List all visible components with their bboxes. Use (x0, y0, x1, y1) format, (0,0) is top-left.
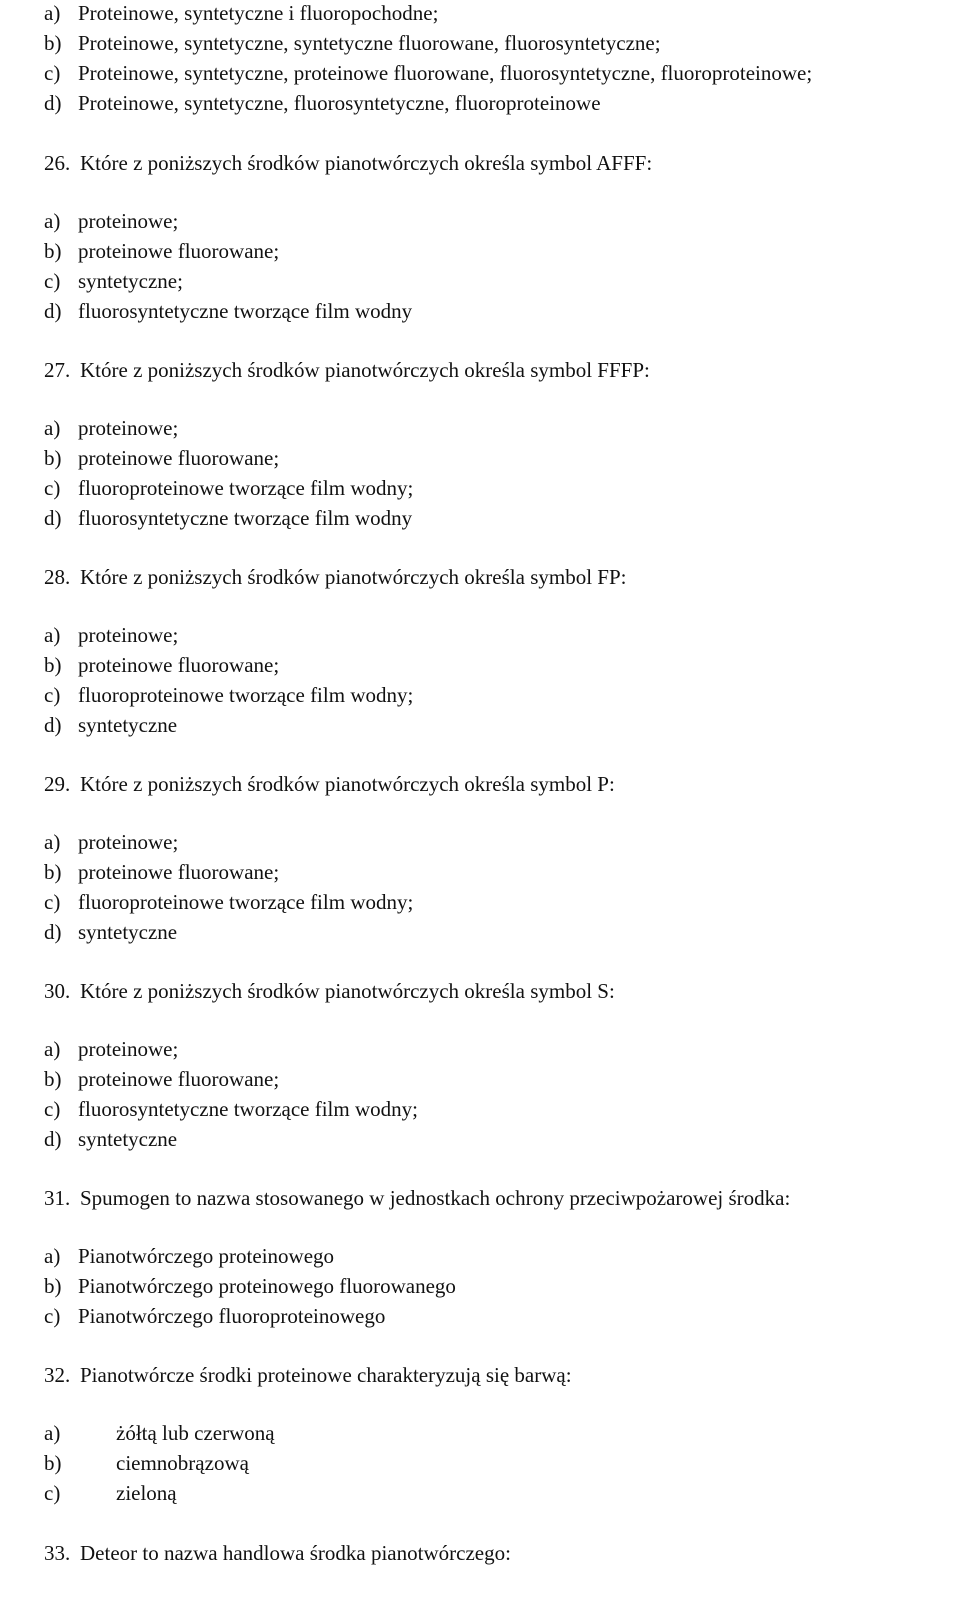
q29-option-c (44, 889, 413, 915)
q31-option-a (44, 1243, 334, 1269)
option-text: fluorosyntetyczne tworzące film wodny (78, 506, 413, 530)
question-text: Spumogen to nazwa stosowanego w jednostkach ochrony przeciwpożarowej środka: (80, 1186, 791, 1210)
option-text: Pianotwórczego proteinowego (78, 1244, 335, 1268)
q28-option-b (44, 652, 279, 678)
option-letter: d) (44, 713, 62, 737)
option-text: żółtą lub czerwoną (116, 1421, 275, 1445)
option-text: ciemnobrązową (116, 1451, 249, 1475)
option-text: Pianotwórczego proteinowego fluorowanego (78, 1274, 456, 1298)
question-text: Które z poniższych środków pianotwórczych określa symbol P: (80, 772, 615, 796)
option-letter: c) (44, 890, 61, 914)
top-option-c (44, 60, 812, 86)
q28-option-a (44, 622, 178, 648)
q32-option-b (44, 1450, 249, 1476)
q27-option-a (44, 415, 178, 441)
option-text: syntetyczne; (78, 269, 183, 293)
option-letter: a) (44, 209, 61, 233)
option-letter: a) (44, 1421, 61, 1445)
q26-option-d (44, 298, 412, 324)
option-letter: d) (44, 299, 62, 323)
q28-option-d (44, 712, 177, 738)
option-letter: a) (44, 1244, 61, 1268)
q26-option-a (44, 208, 178, 234)
q27-option-b (44, 445, 279, 471)
option-text: Proteinowe, syntetyczne i fluoropochodne; (78, 1, 439, 25)
option-letter: b) (44, 1274, 62, 1298)
option-text: proteinowe fluorowane; (78, 239, 280, 263)
question-number: 33. (44, 1541, 71, 1565)
option-letter: a) (44, 1037, 61, 1061)
option-text: syntetyczne (78, 713, 178, 737)
q32-option-c (44, 1480, 177, 1506)
question-33 (44, 1540, 511, 1566)
q27-option-c (44, 475, 413, 501)
top-option-b (44, 30, 661, 56)
q29-option-a (44, 829, 178, 855)
option-letter: b) (44, 31, 62, 55)
question-31 (44, 1185, 790, 1211)
option-letter: d) (44, 1127, 62, 1151)
option-letter: a) (44, 623, 61, 647)
q30-option-c (44, 1096, 418, 1122)
question-text: Które z poniższych środków pianotwórczych określa symbol S: (80, 979, 615, 1003)
question-30 (44, 978, 615, 1004)
option-letter: b) (44, 1067, 62, 1091)
option-text: fluoroproteinowe tworzące film wodny; (78, 476, 414, 500)
option-letter: b) (44, 653, 62, 677)
option-letter: b) (44, 239, 62, 263)
option-text: Proteinowe, syntetyczne, fluorosyntetyczne, fluoroproteinowe (78, 91, 601, 115)
option-letter: c) (44, 683, 61, 707)
option-text: Proteinowe, syntetyczne, syntetyczne fluorowane, fluorosyntetyczne; (78, 31, 661, 55)
option-text: proteinowe; (78, 416, 179, 440)
question-number: 32. (44, 1363, 71, 1387)
option-text: proteinowe; (78, 209, 179, 233)
question-text: Które z poniższych środków pianotwórczych określa symbol AFFF: (80, 151, 653, 175)
q30-option-d (44, 1126, 177, 1152)
question-number: 28. (44, 565, 71, 589)
option-text: Pianotwórczego fluoroproteinowego (78, 1304, 386, 1328)
option-text: fluorosyntetyczne tworzące film wodny; (78, 1097, 418, 1121)
option-letter: c) (44, 1304, 61, 1328)
option-text: proteinowe fluorowane; (78, 1067, 280, 1091)
option-text: syntetyczne (78, 1127, 178, 1151)
option-text: fluoroproteinowe tworzące film wodny; (78, 890, 414, 914)
question-text: Pianotwórcze środki proteinowe charakteryzują się barwą: (80, 1363, 572, 1387)
q29-option-b (44, 859, 279, 885)
q31-option-c (44, 1303, 385, 1329)
option-text: Proteinowe, syntetyczne, proteinowe fluorowane, fluorosyntetyczne, fluoroproteinowe; (78, 61, 813, 85)
question-number: 30. (44, 979, 71, 1003)
question-26 (44, 150, 652, 176)
q30-option-b (44, 1066, 279, 1092)
option-letter: b) (44, 1451, 62, 1475)
question-29 (44, 771, 615, 797)
top-option-a (44, 0, 438, 26)
option-letter: c) (44, 61, 61, 85)
option-letter: b) (44, 446, 62, 470)
question-text: Które z poniższych środków pianotwórczych określa symbol FP: (80, 565, 627, 589)
question-28 (44, 564, 626, 590)
option-letter: a) (44, 830, 61, 854)
option-text: zieloną (116, 1481, 177, 1505)
question-number: 31. (44, 1186, 71, 1210)
q28-option-c (44, 682, 413, 708)
option-text: proteinowe fluorowane; (78, 653, 280, 677)
q26-option-b (44, 238, 279, 264)
option-letter: d) (44, 506, 62, 530)
option-letter: d) (44, 920, 62, 944)
question-text: Deteor to nazwa handlowa środka pianotwórczego: (80, 1541, 511, 1565)
question-number: 29. (44, 772, 71, 796)
option-text: proteinowe; (78, 1037, 179, 1061)
option-letter: d) (44, 91, 62, 115)
option-letter: c) (44, 269, 61, 293)
option-letter: b) (44, 860, 62, 884)
q31-option-b (44, 1273, 456, 1299)
question-text: Które z poniższych środków pianotwórczych określa symbol FFFP: (80, 358, 650, 382)
q30-option-a (44, 1036, 178, 1062)
question-number: 27. (44, 358, 71, 382)
option-letter: c) (44, 1481, 61, 1505)
option-text: fluoroproteinowe tworzące film wodny; (78, 683, 414, 707)
q26-option-c (44, 268, 183, 294)
question-27 (44, 357, 650, 383)
option-text: proteinowe; (78, 623, 179, 647)
option-text: proteinowe; (78, 830, 179, 854)
option-letter: a) (44, 1, 61, 25)
question-number: 26. (44, 151, 71, 175)
option-text: proteinowe fluorowane; (78, 446, 280, 470)
option-text: syntetyczne (78, 920, 178, 944)
q32-option-a (44, 1420, 275, 1446)
question-32 (44, 1362, 572, 1388)
option-letter: a) (44, 416, 61, 440)
top-option-d (44, 90, 601, 116)
option-text: proteinowe fluorowane; (78, 860, 280, 884)
option-letter: c) (44, 476, 61, 500)
q29-option-d (44, 919, 177, 945)
option-letter: c) (44, 1097, 61, 1121)
option-text: fluorosyntetyczne tworzące film wodny (78, 299, 413, 323)
q27-option-d (44, 505, 412, 531)
